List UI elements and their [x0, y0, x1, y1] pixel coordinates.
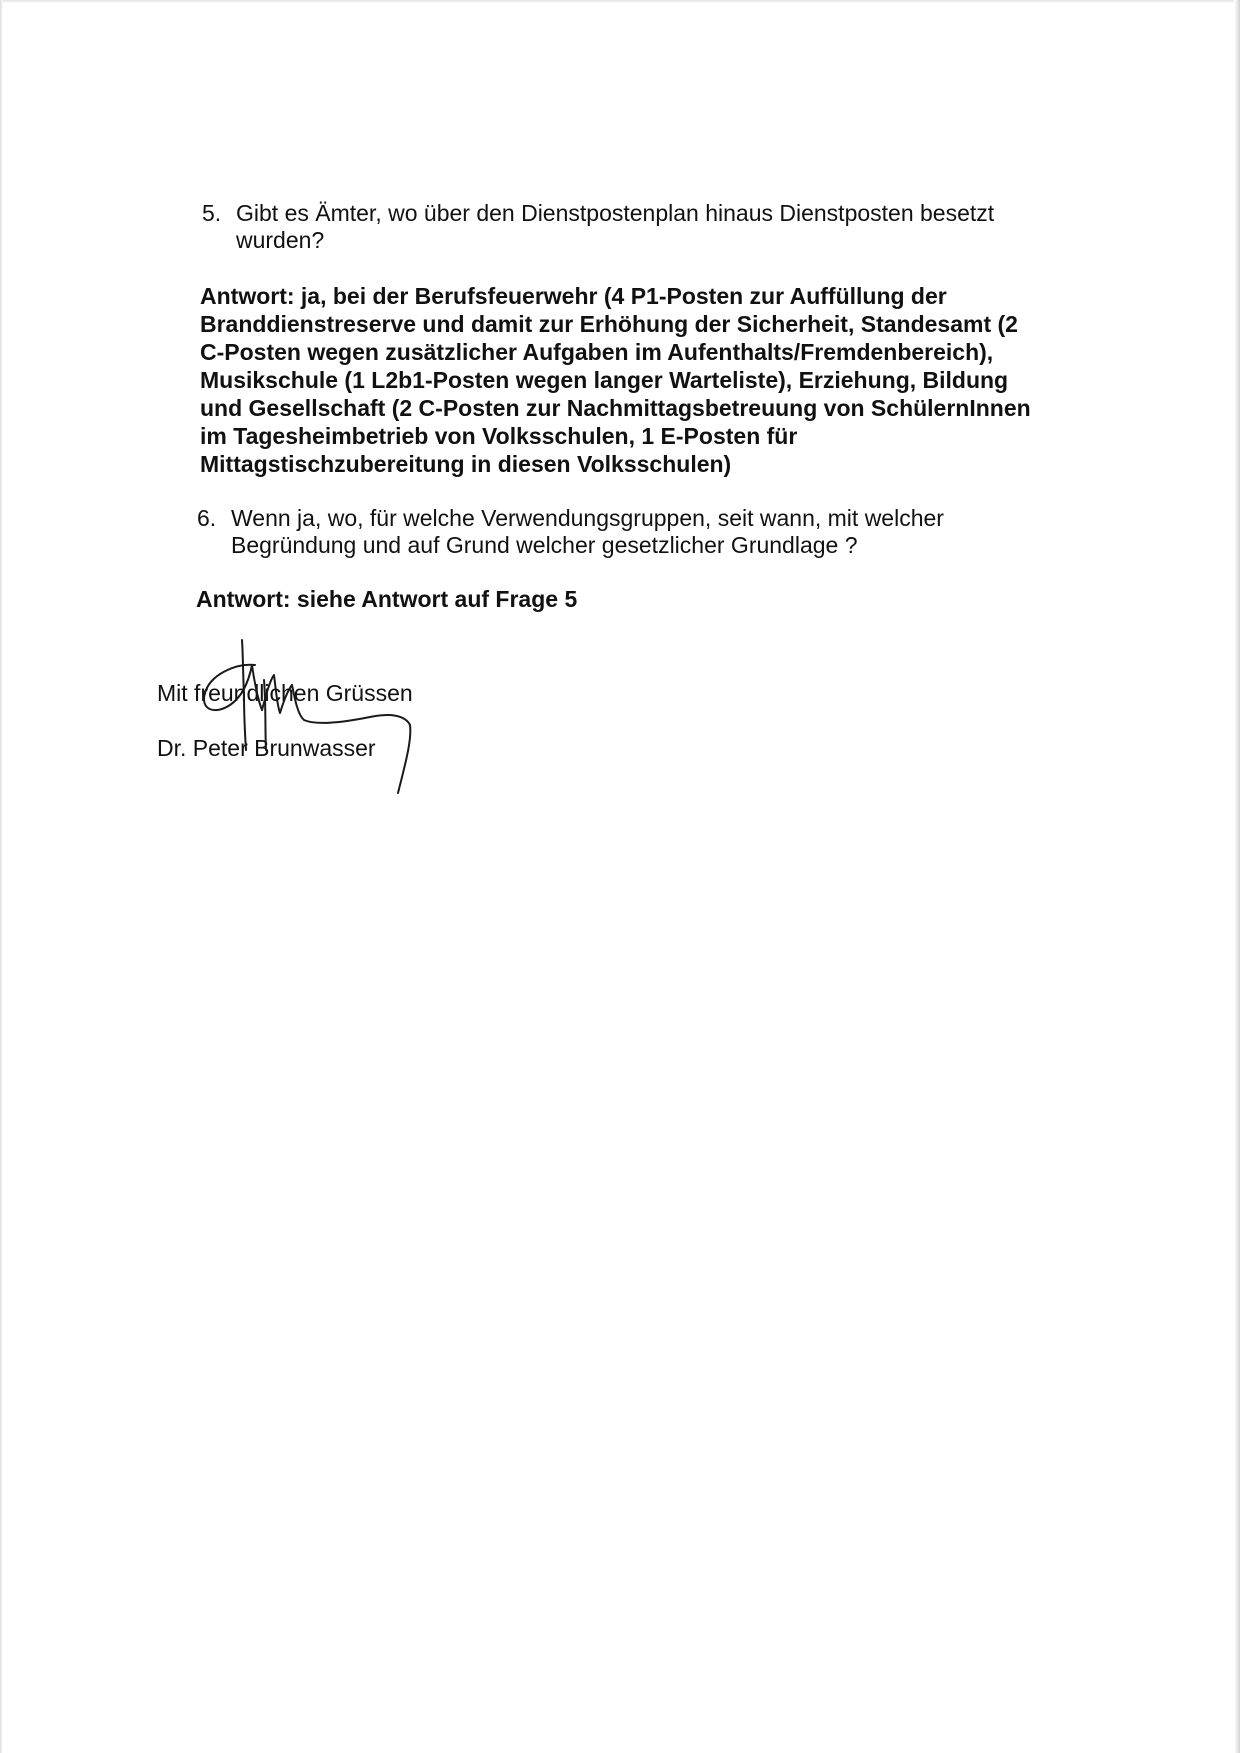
answer-5: Antwort: ja, bei der Berufsfeuerwehr (4 P1-Posten zur Auffüllung der Branddienstreserve und damit zur Erhöhung der Sicherheit, Standesamt (2 C-Posten wegen zusätzlicher Aufgaben im Aufenthalts/Fremdenbereich), Musikschule (1 L2b1-Posten wegen langer Warteliste), Erziehung, Bildung und Gesellschaft (2 C-Posten zur Nachmittagsbetreuung von SchülernInnen im Tagesheimbetrieb von Volksschulen, 1 E-Posten für Mittagstischzubereitung in diesen Volksschulen)	[200, 283, 1031, 477]
question-6-number: 6.	[197, 505, 217, 531]
question-6-text: Wenn ja, wo, für welche Verwendungsgruppen, seit wann, mit welcher Begründung und auf Grund welcher gesetzlicher Grundlage ?	[231, 505, 944, 558]
scan-edge-top	[0, 0, 1240, 3]
closing-greeting: Mit freundlichen Grüssen	[157, 680, 413, 706]
scan-edge-right	[1234, 0, 1240, 1753]
scan-edge-left	[0, 0, 3, 1753]
signatory-name: Dr. Peter Brunwasser	[157, 735, 376, 761]
question-5-number: 5.	[202, 200, 222, 226]
answer-6: Antwort: siehe Antwort auf Frage 5	[196, 586, 578, 612]
question-5-text: Gibt es Ämter, wo über den Dienstpostenplan hinaus Dienstposten besetzt wurden?	[236, 200, 995, 253]
handwritten-signature	[180, 635, 440, 795]
